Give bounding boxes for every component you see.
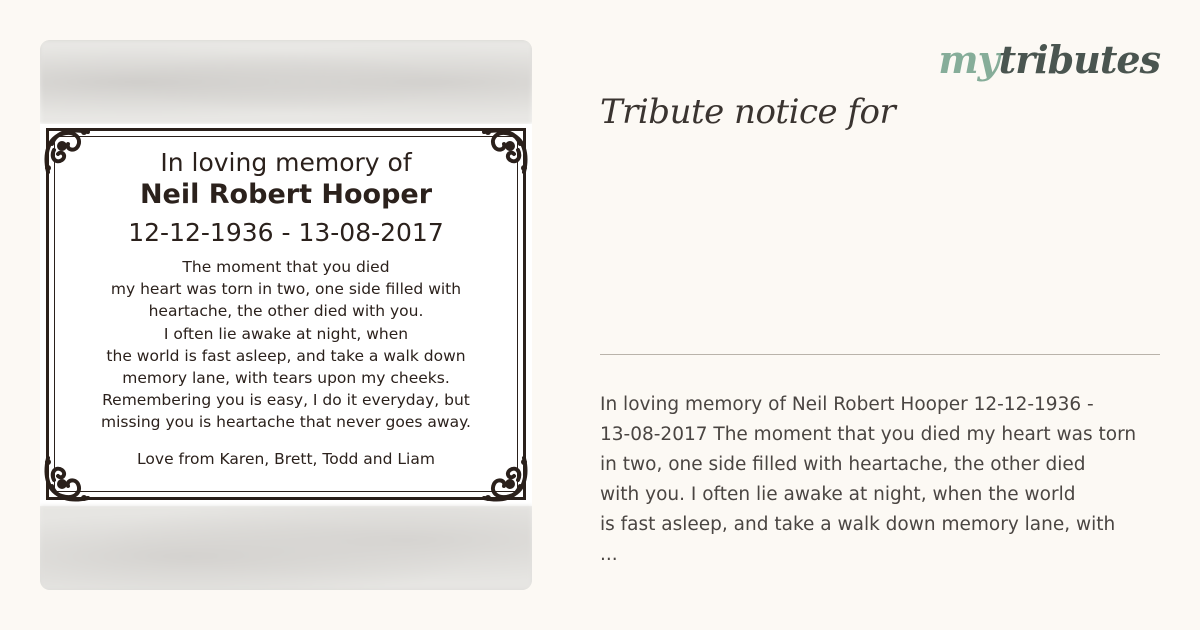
notice-paper	[40, 124, 532, 506]
life-dates: 12-12-1936 - 13-08-2017	[128, 218, 444, 247]
summary-line: is fast asleep, and take a walk down memory lane, with	[600, 514, 1116, 535]
notice-heading: In loving memory of	[160, 148, 412, 177]
verse-line: memory lane, with tears upon my cheeks.	[122, 369, 450, 388]
verse-line: the world is fast asleep, and take a walk down	[106, 346, 466, 365]
mytributes-logo[interactable]	[938, 36, 1160, 84]
summary-line: ...	[600, 544, 618, 565]
verse-line: heartache, the other died with you.	[148, 302, 424, 321]
verse-line: my heart was torn in two, one side filled with	[110, 280, 462, 299]
notice-image-top-blur	[40, 40, 532, 124]
notice-image-bottom-blur	[40, 506, 532, 590]
verse-line: I often lie awake at night, when	[163, 324, 409, 343]
verse-line: missing you is heartache that never goes away.	[101, 413, 471, 432]
divider	[600, 354, 1160, 355]
notice-verse	[40, 256, 532, 434]
verse-line: Remembering you is easy, I do it everyday, but	[102, 391, 470, 410]
logo-part-my: my	[938, 37, 999, 82]
notice-image	[40, 40, 532, 590]
notice-text	[40, 124, 532, 506]
tribute-summary	[600, 390, 1175, 570]
summary-line: with you. I often lie awake at night, when the world	[600, 484, 1076, 505]
deceased-name: Neil Robert Hooper	[139, 179, 433, 210]
notice-signoff: Love from Karen, Brett, Todd and Liam	[137, 450, 435, 468]
page-title: Tribute notice for	[600, 92, 896, 132]
summary-line: 13-08-2017 The moment that you died my heart was torn	[600, 424, 1137, 445]
summary-line: In loving memory of Neil Robert Hooper 12-12-1936 -	[600, 394, 1094, 415]
summary-line: in two, one side filled with heartache, the other died	[600, 454, 1086, 475]
verse-line: The moment that you died	[182, 258, 390, 276]
logo-part-tributes: tributes	[998, 37, 1160, 82]
